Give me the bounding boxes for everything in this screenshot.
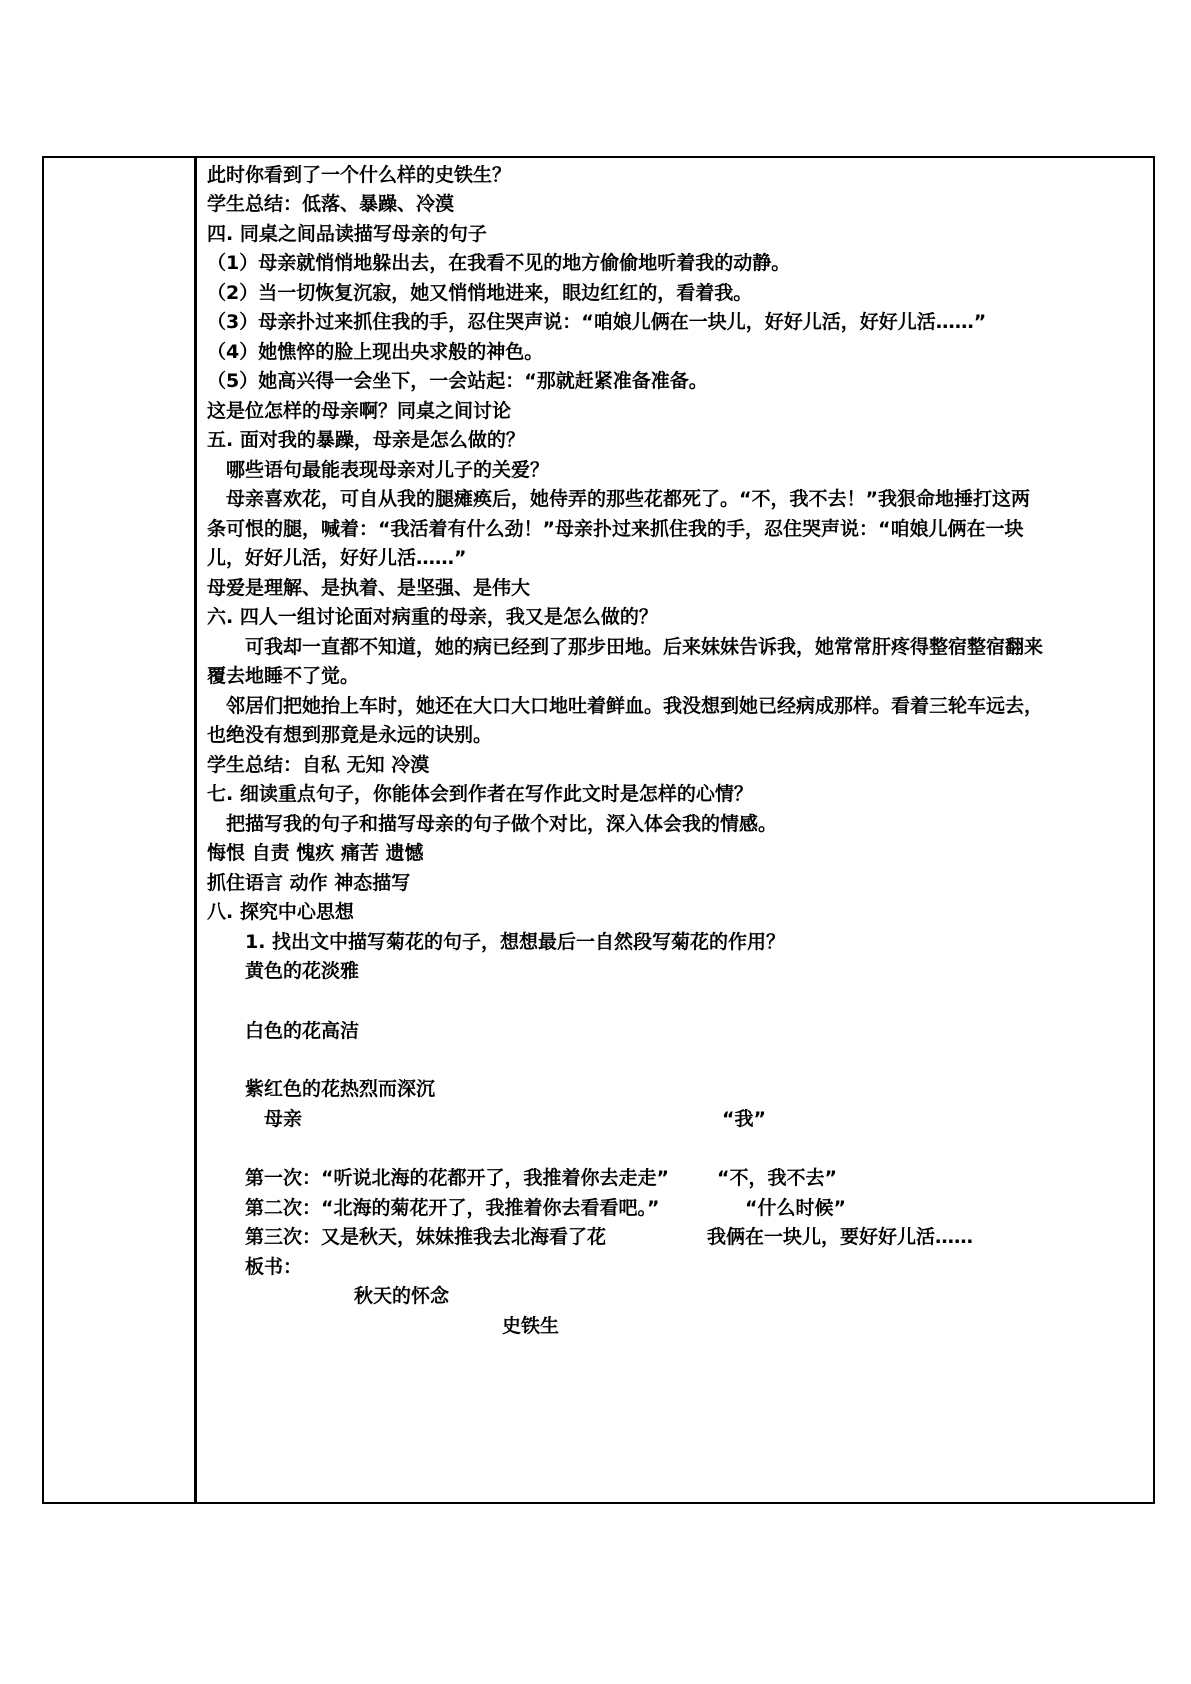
text-line: 母爱是理解、是执着、是坚强、是伟大	[207, 577, 531, 599]
text-line: 也绝没有想到那竟是永远的诀别。	[207, 724, 493, 746]
section-heading: 八. 探究中心思想	[207, 901, 354, 923]
lesson-content	[207, 158, 1147, 1502]
text-line: 悔恨 自责 愧疚 痛苦 遗憾	[207, 842, 424, 864]
text-line: 学生总结：自私 无知 冷漠	[207, 754, 430, 776]
text-line: 第三次：又是秋天，妹妹推我去北海看了花	[245, 1226, 607, 1248]
text-line: 第一次：“听说北海的花都开了，我推着你去走走”	[245, 1167, 669, 1189]
text-line: （3）母亲扑过来抓住我的手，忍住哭声说：“咱娘儿俩在一块儿，好好儿活，好好儿活……”	[207, 311, 987, 333]
text-line: （4）她憔悴的脸上现出央求般的神色。	[207, 341, 544, 363]
text-line: 把描写我的句子和描写母亲的句子做个对比，深入体会我的情感。	[226, 813, 778, 835]
text-line: 母亲喜欢花，可自从我的腿瘫痪后，她侍弄的那些花都死了。“不，我不去！”我狠命地捶打这两	[226, 488, 1030, 510]
text-line: （5）她高兴得一会坐下，一会站起：“那就赶紧准备准备。	[207, 370, 708, 392]
section-heading: 六. 四人一组讨论面对病重的母亲，我又是怎么做的？	[207, 606, 658, 628]
text-line: 抓住语言 动作 神态描写	[207, 872, 411, 894]
text-line: “什么时候”	[745, 1197, 846, 1219]
text-line: 哪些语句最能表现母亲对儿子的关爱？	[226, 459, 550, 481]
text-line: 1. 找出文中描写菊花的句子，想想最后一自然段写菊花的作用？	[245, 931, 786, 953]
text-line: 第二次：“北海的菊花开了，我推着你去看看吧。”	[245, 1197, 660, 1219]
text-line: 板书：	[245, 1256, 303, 1278]
text-line: 可我却一直都不知道，她的病已经到了那步田地。后来妹妹告诉我，她常常肝疼得整宿整宿翻来	[245, 636, 1044, 658]
text-line: “不，我不去”	[717, 1167, 837, 1189]
text-line: “我”	[722, 1108, 766, 1130]
section-heading: 五. 面对我的暴躁，母亲是怎么做的？	[207, 429, 525, 451]
text-line: 白色的花高洁	[245, 1020, 360, 1042]
text-line: 黄色的花淡雅	[245, 960, 360, 982]
text-line: （1）母亲就悄悄地躲出去，在我看不见的地方偷偷地听着我的动静。	[207, 252, 791, 274]
text-line: 覆去地睡不了觉。	[207, 665, 360, 687]
section-heading: 四. 同桌之间品读描写母亲的句子	[207, 223, 487, 245]
table-frame	[42, 156, 1155, 1504]
text-line: 学生总结：低落、暴躁、冷漠	[207, 193, 455, 215]
column-divider	[194, 158, 197, 1502]
text-line: 我俩在一块儿，要好好儿活……	[707, 1226, 974, 1248]
text-line: 儿，好好儿活，好好儿活……”	[207, 547, 467, 569]
text-line: 母亲	[264, 1108, 303, 1130]
text-line: 这是位怎样的母亲啊？同桌之间讨论	[207, 400, 512, 422]
text-line: 邻居们把她抬上车时，她还在大口大口地吐着鲜血。我没想到她已经病成那样。看着三轮车远去，	[226, 695, 1044, 717]
board-author: 史铁生	[502, 1315, 560, 1337]
text-line: （2）当一切恢复沉寂，她又悄悄地进来，眼边红红的，看着我。	[207, 282, 753, 304]
section-heading: 七. 细读重点句子，你能体会到作者在写作此文时是怎样的心情？	[207, 783, 753, 805]
text-line: 紫红色的花热烈而深沉	[245, 1078, 436, 1100]
text-line: 此时你看到了一个什么样的史铁生？	[207, 164, 512, 186]
text-line: 条可恨的腿，喊着：“我活着有什么劲！”母亲扑过来抓住我的手，忍住哭声说：“咱娘儿俩在一块	[207, 518, 1024, 540]
board-title: 秋天的怀念	[354, 1285, 450, 1307]
